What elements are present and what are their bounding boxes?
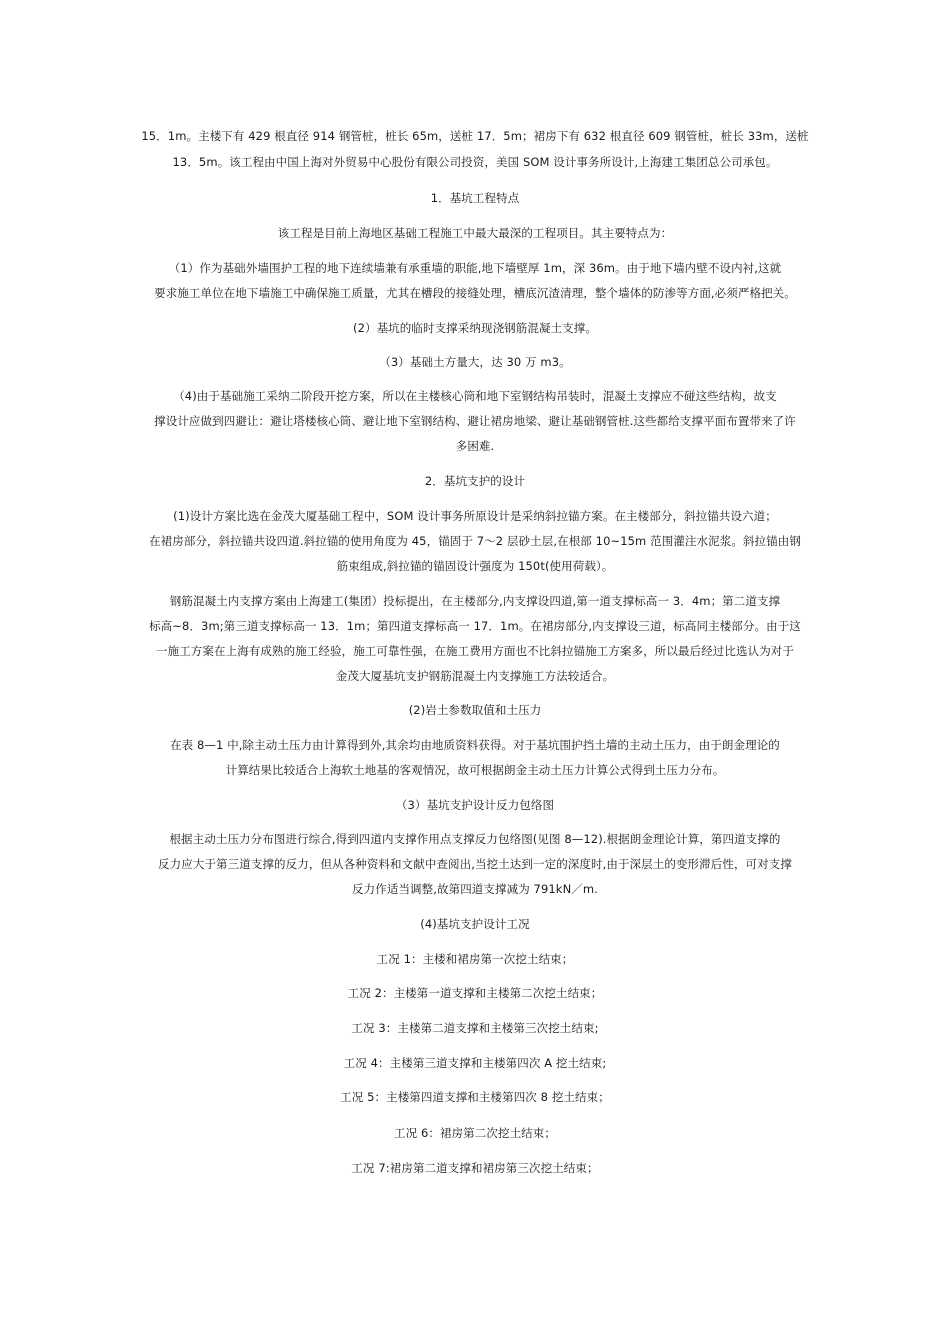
text-line: 撑设计应做到四避让：避让塔楼核心筒、避让地下室钢结构、避让裙房地梁、避让基础钢管桩.这些都给支撑平面布置带来了许 <box>154 414 796 428</box>
text-line: 在裙房部分，斜拉锚共设四道.斜拉锚的使用角度为 45，锚固于 7～2 层砂土层,在根部 10~15m 范围灌注水泥浆。斜拉锚由钢 <box>149 534 801 548</box>
section-heading: 2．基坑支护的设计 <box>424 474 526 488</box>
list-item: 工况 2：主楼第一道支撑和主楼第二次挖土结束； <box>347 986 603 1000</box>
section-heading: 1．基坑工程特点 <box>430 191 520 205</box>
text-line: 筋束组成,斜拉锚的锚固设计强度为 150t(使用荷载）。 <box>336 559 614 573</box>
text-line: (1)设计方案比选在金茂大厦基础工程中，SOM 设计事务所原设计是采纳斜拉锚方案。在主楼部分，斜拉锚共设六道； <box>173 509 777 523</box>
text-line: 要求施工单位在地下墙施工中确保施工质量，尤其在槽段的接缝处理，槽底沉渣清理，整个墙体的防渗等方面,必须严格把关。 <box>154 286 796 300</box>
list-item: 工况 5：主楼第四道支撑和主楼第四次 8 挖土结束； <box>340 1090 610 1104</box>
text-line: 在表 8—1 中,除主动土压力由计算得到外,其余均由地质资料获得。对于基坑围护挡土墙的主动土压力，由于朗金理论的 <box>170 738 780 752</box>
text-line: 反力应大于第三道支撑的反力，但从各种资料和文献中查阅出,当挖土达到一定的深度时,由于深层土的变形滞后性，可对支撑 <box>158 857 792 871</box>
subsection-heading: (2)岩土参数取值和土压力 <box>408 703 542 717</box>
text-line: 根据主动土压力分布图进行综合,得到四道内支撑作用点支撑反力包络图(见图 8—12).根据朗金理论计算，第四道支撑的 <box>169 832 781 846</box>
text-line: 该工程是目前上海地区基础工程施工中最大最深的工程项目。其主要特点为： <box>277 226 673 240</box>
text-line: （1）作为基础外墙围护工程的地下连续墙兼有承重墙的职能,地下墙壁厚 1m，深 36m。由于地下墙内壁不设内衬,这就 <box>168 261 782 275</box>
text-line: (2）基坑的临时支撑采纳现浇钢筋混凝土支撑。 <box>352 321 597 335</box>
list-item: 工况 6：裙房第二次挖土结束； <box>394 1126 556 1140</box>
list-item: 工况 3：主楼第二道支撑和主楼第三次挖土结束; <box>351 1021 599 1035</box>
list-item: 工况 1：主楼和裙房第一次挖土结束； <box>376 952 574 966</box>
list-item: 工况 7:裙房第二道支撑和裙房第三次挖土结束； <box>351 1161 599 1175</box>
text-line: （4)由于基础施工采纳二阶段开挖方案，所以在主楼核心筒和地下室钢结构吊装时，混凝土支撑应不碰这些结构，故支 <box>173 389 777 403</box>
subsection-heading: （3）基坑支护设计反力包络图 <box>395 798 555 812</box>
text-line: 一施工方案在上海有成熟的施工经验，施工可靠性强，在施工费用方面也不比斜拉锚施工方案多，所以最后经过比选认为对于 <box>156 644 794 658</box>
text-line: 反力作适当调整,故第四道支撑减为 791kN／m. <box>352 882 598 896</box>
text-line: 多困难. <box>455 439 495 453</box>
text-line: 13．5m。该工程由中国上海对外贸易中心股份有限公司投资，美国 SOM 设计事务所设计,上海建工集团总公司承包。 <box>172 155 778 169</box>
text-line: 金茂大厦基坑支护钢筋混凝土内支撑施工方法较适合。 <box>335 669 615 683</box>
text-line: 标高~8．3m;第三道支撑标高一 13．1m；第四道支撑标高一 17．1m。在裙房部分,内支撑设三道，标高同主楼部分。由于这 <box>149 619 801 633</box>
text-line: 计算结果比较适合上海软土地基的客观情况，故可根据朗金主动土压力计算公式得到土压力分布。 <box>225 763 725 777</box>
text-line: 15．1m。主楼下有 429 根直径 914 钢管桩，桩长 65m，送桩 17．5m；裙房下有 632 根直径 609 钢管桩，桩长 33m，送桩 <box>141 129 809 143</box>
text-line: 钢筋混凝土内支撑方案由上海建工(集团）投标提出，在主楼部分,内支撑设四道,第一道支撑标高一 3．4m；第二道支撑 <box>169 594 781 608</box>
text-line: （3）基础土方量大，达 30 万 m3。 <box>379 355 571 369</box>
subsection-heading: (4)基坑支护设计工况 <box>420 917 530 931</box>
list-item: 工况 4：主楼第三道支撑和主楼第四次 A 挖土结束; <box>343 1056 607 1070</box>
